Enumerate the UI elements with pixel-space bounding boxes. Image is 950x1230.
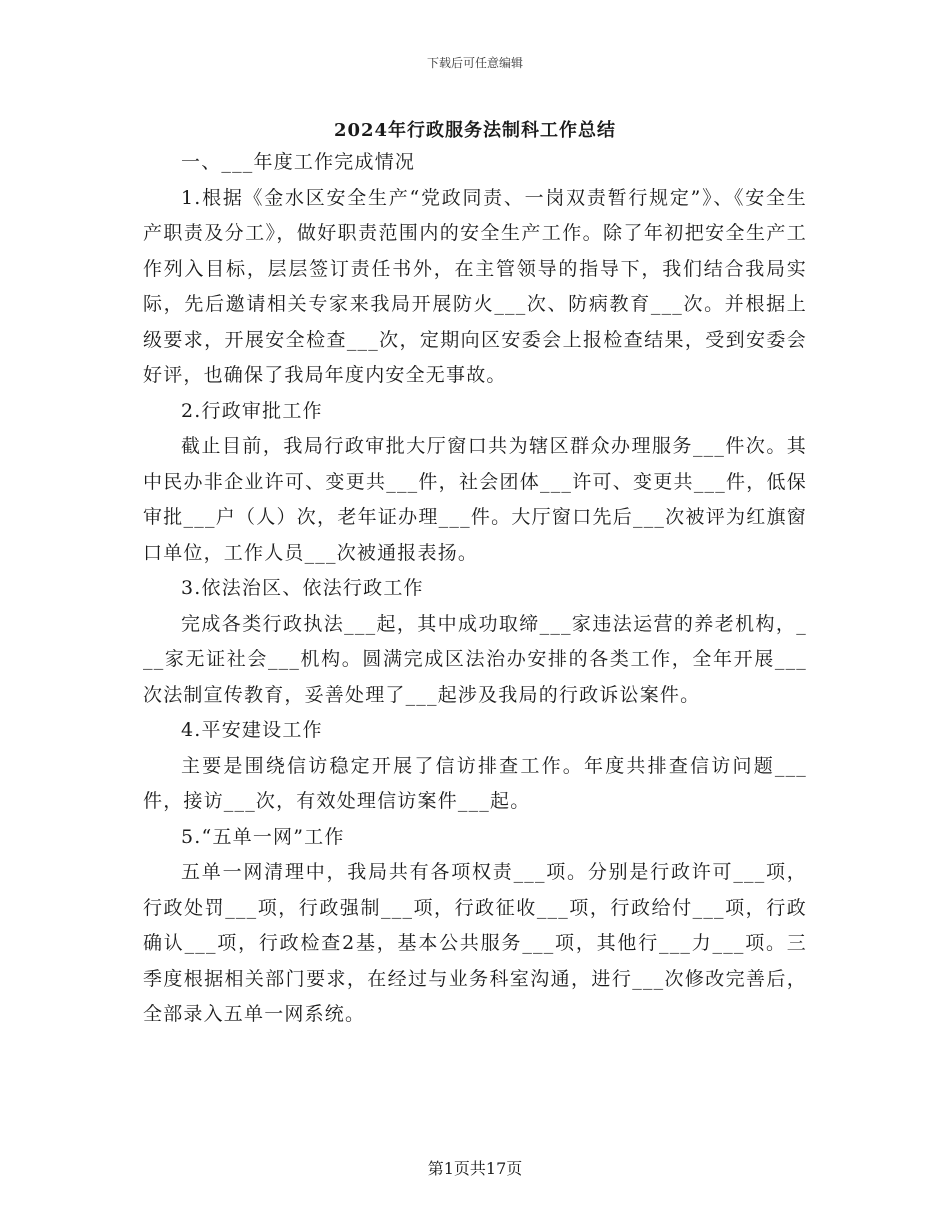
paragraph: 完成各类行政执法___起，其中成功取缔___家违法运营的养老机构，___家无证社会___机构。圆满完成区法治办安排的各类工作，全年开展___次法制宣传教育，妥善处理了___起涉及我局的行政诉讼案件。: [143, 612, 807, 706]
section-heading: 2.行政审批工作: [181, 399, 323, 422]
document-body: [143, 145, 807, 1033]
section-heading: 3.依法治区、依法行政工作: [181, 577, 424, 599]
page-footer: 第1页共17页: [427, 1159, 523, 1178]
paragraph: 五单一网清理中，我局共有各项权责___项。分别是行政许可___项，行政处罚___项，行政强制___项，行政征收___项，行政给付___项，行政确认___项，行政检查2基，基本公共服务___项，其他行___力___项。三季度根据相关部门要求，在经过与业务科室沟通，进行___次修改完善后，全部录入五单一网系统。: [143, 861, 807, 1025]
paragraph: 截止目前，我局行政审批大厅窗口共为辖区群众办理服务___件次。其中民办非企业许可、变更共___件，社会团体___许可、变更共___件，低保审批___户（人）次，老年证办理___件。大厅窗口先后___次被评为红旗窗口单位，工作人员___次被通报表扬。: [143, 435, 807, 564]
header-note: 下载后可任意编辑: [426, 56, 523, 70]
section-heading: 5.“五单一网”工作: [181, 825, 345, 848]
paragraph: 1.根据《金水区安全生产“党政同责、一岗双责暂行规定”》、《安全生产职责及分工》，做好职责范围内的安全生产工作。除了年初把安全生产工作列入目标，层层签订责任书外，在主管领导的指导下，我们结合我局实际，先后邀请相关专家来我局开展防火___次、防病教育___次。并根据上级要求，开展安全检查___次，定期向区安委会上报检查结果，受到安委会好评，也确保了我局年度内安全无事故。: [143, 186, 807, 386]
section-heading: 一、___年度工作完成情况: [181, 151, 416, 173]
section-heading: 4.平安建设工作: [181, 719, 323, 741]
document-title: 2024年行政服务法制科工作总结: [333, 120, 617, 141]
paragraph: 主要是围绕信访稳定开展了信访排查工作。年度共排查信访问题___件，接访___次，有效处理信访案件___起。: [143, 754, 807, 812]
